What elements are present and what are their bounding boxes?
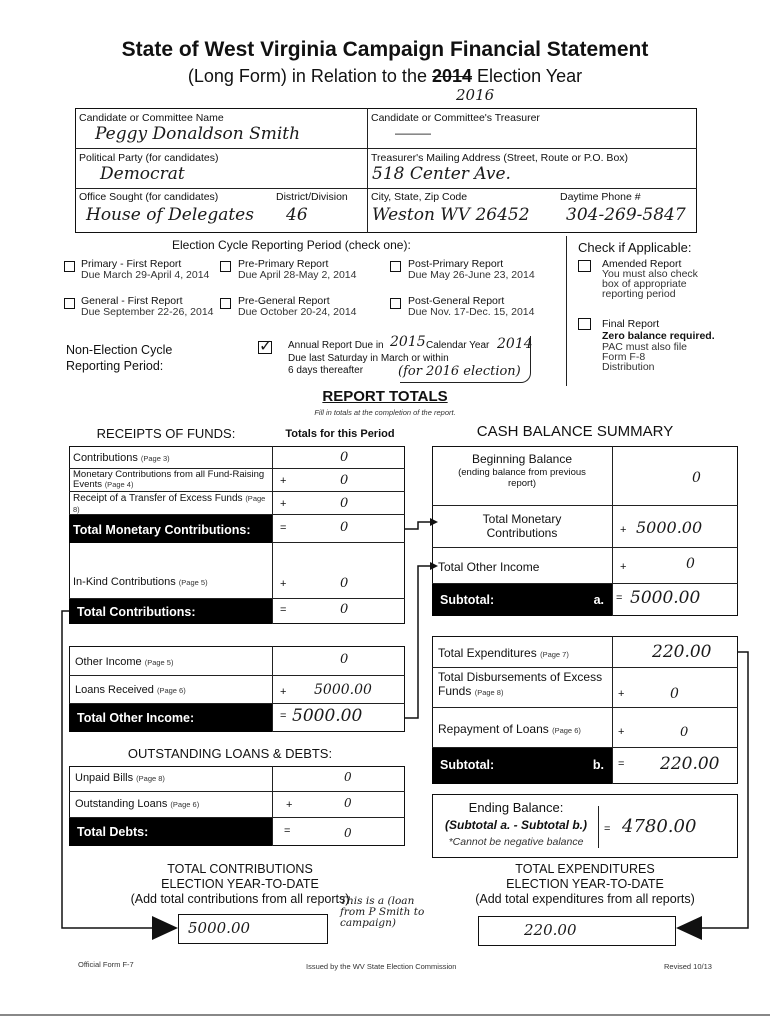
general-first-due: Due September 22-26, 2014 (81, 306, 214, 318)
disbursements-sign: + (618, 688, 625, 700)
contributions-label: Contributions (Page 3) (73, 452, 170, 464)
other-income-label: Other Income (Page 5) (75, 656, 174, 668)
loans-received-label: Loans Received (Page 6) (75, 684, 186, 696)
unpaid-bills-value: 0 (344, 770, 352, 784)
inkind-sign: + (280, 578, 287, 590)
total-other-income-sign: = (280, 710, 287, 722)
disbursements-label: Total Disbursements of Excess Funds (Page 8) (438, 670, 603, 698)
total-debts-row: Total Debts: (69, 818, 272, 846)
debts-heading: OUTSTANDING LOANS & DEBTS: (127, 746, 333, 761)
party-value: Democrat (100, 164, 185, 184)
total-other-income-row: Total Other Income: (69, 704, 272, 732)
post-primary-due: Due May 26-June 23, 2014 (408, 269, 535, 281)
primary-first-due: Due March 29-April 4, 2014 (81, 269, 210, 281)
transfer-sign: + (280, 498, 287, 510)
total-monetary-value: 0 (340, 520, 349, 535)
total-other-income-value: 5000.00 (292, 706, 363, 726)
repayment-sign: + (618, 726, 625, 738)
outstanding-loans-sign: + (286, 799, 293, 811)
disbursements-value: 0 (670, 686, 679, 702)
primary-first-checkbox[interactable] (64, 261, 75, 272)
cash-other-label: Total Other Income (438, 560, 540, 574)
non-election-label: Non-Election Cycle Reporting Period: (66, 343, 173, 373)
pre-primary-label: Pre-Primary Report (238, 258, 329, 270)
struck-year: 2014 (431, 66, 473, 86)
subtotal-a-sign: = (616, 592, 623, 604)
final-label: Final Report (602, 318, 660, 330)
subtitle-suffix: Election Year (477, 66, 583, 86)
ytd-expenditures-box (478, 916, 676, 946)
beginning-balance-note: (ending balance from previous report) (458, 467, 586, 489)
subtotal-b-sign: = (618, 758, 625, 770)
pre-general-checkbox[interactable] (220, 298, 231, 309)
cash-monetary-sign: + (620, 524, 627, 536)
page-title: State of West Virginia Campaign Financial Statement (121, 38, 649, 61)
annual-cal-hand: 2014 (497, 336, 533, 352)
repayment-value: 0 (680, 725, 689, 740)
phone-label: Daytime Phone # (560, 191, 641, 203)
handwritten-year: 2016 (456, 86, 495, 104)
ending-balance-note: *Cannot be negative balance (448, 836, 584, 848)
final-note: PAC must also file Form F-8 Distribution (602, 341, 687, 373)
report-totals-heading: REPORT TOTALS (322, 388, 448, 405)
amended-note: You must also check box of appropriate reporting period (602, 268, 698, 300)
transfer-label: Receipt of a Transfer of Excess Funds (Page 8) (73, 493, 266, 514)
pre-primary-due: Due April 28-May 2, 2014 (238, 269, 357, 281)
fundraising-sign: + (280, 475, 287, 487)
fundraising-label: Monetary Contributions from all Fund-Raising Events (Page 4) (73, 469, 265, 490)
district-label: District/Division (276, 191, 348, 203)
annual-checkmark: ✓ (259, 336, 273, 355)
pre-general-label: Pre-General Report (238, 295, 330, 307)
subtotal-a-value: 5000.00 (630, 588, 701, 608)
treasurer-label: Candidate or Committee's Treasurer (371, 112, 540, 124)
cash-monetary-label: Total Monetary Contributions (482, 512, 562, 540)
party-label: Political Party (for candidates) (79, 152, 219, 164)
subtotal-b-row: Subtotal: b. (432, 748, 612, 784)
cash-other-sign: + (620, 561, 627, 573)
receipts-col-heading: Totals for this Period (285, 428, 395, 440)
annual-text-2: Calendar Year (426, 340, 490, 351)
ytd-expenditures-heading: TOTAL EXPENDITURES ELECTION YEAR-TO-DATE (Add total expenditures from all reports) (475, 862, 695, 906)
final-bold: Zero balance required. (602, 330, 715, 342)
treasurer-value: ——— (395, 126, 431, 140)
contributions-value: 0 (340, 450, 349, 465)
annual-year-hand: 2015 (390, 334, 426, 350)
applicable-heading: Check if Applicable: (578, 240, 692, 255)
ytd-contributions-value: 5000.00 (188, 919, 251, 937)
loans-received-value: 5000.00 (314, 682, 372, 698)
page-subtitle (0, 66, 770, 87)
ytd-contributions-heading: TOTAL CONTRIBUTIONS ELECTION YEAR-TO-DATE (Add total contributions from all reports) (130, 862, 350, 906)
annual-text-1: Annual Report Due in (288, 340, 384, 351)
cash-monetary-value: 5000.00 (636, 518, 703, 537)
general-first-checkbox[interactable] (64, 298, 75, 309)
phone-value: 304-269-5847 (566, 205, 686, 225)
loans-received-sign: + (280, 686, 287, 698)
city-value: Weston WV 26452 (372, 205, 530, 225)
total-contributions-value: 0 (340, 602, 349, 617)
pre-general-due: Due October 20-24, 2014 (238, 306, 357, 318)
ytd-expenditures-value: 220.00 (524, 921, 577, 939)
annual-text-3: Due last Saturday in March or within 6 days thereafter (288, 353, 449, 376)
city-label: City, State, Zip Code (371, 191, 468, 203)
total-contributions-sign: = (280, 604, 287, 616)
mailing-value: 518 Center Ave. (372, 164, 511, 184)
amended-checkbox[interactable] (578, 260, 591, 272)
mailing-label: Treasurer's Mailing Address (Street, Route or P.O. Box) (371, 152, 629, 164)
candidate-label: Candidate or Committee Name (79, 112, 224, 124)
office-value: House of Delegates (86, 205, 254, 225)
total-monetary-row: Total Monetary Contributions: (69, 515, 272, 543)
post-general-label: Post-General Report (408, 295, 505, 307)
unpaid-bills-label: Unpaid Bills (Page 8) (75, 772, 165, 784)
post-general-checkbox[interactable] (390, 298, 401, 309)
receipts-heading: RECEIPTS OF FUNDS: (96, 426, 236, 441)
total-expenditures-value: 220.00 (652, 642, 712, 662)
beginning-balance-value: 0 (692, 470, 701, 486)
post-general-due: Due Nov. 17-Dec. 15, 2014 (408, 306, 535, 318)
amended-label: Amended Report (602, 258, 682, 270)
ending-balance-formula: (Subtotal a. - Subtotal b.) (445, 818, 587, 832)
outstanding-loans-value: 0 (344, 796, 352, 810)
primary-first-label: Primary - First Report (81, 258, 182, 270)
annual-note-hand: (for 2016 election) (398, 364, 521, 379)
outstanding-loans-label: Outstanding Loans (Page 6) (75, 798, 200, 810)
subtitle-prefix: (Long Form) in Relation to the (187, 66, 427, 86)
transfer-value: 0 (340, 496, 349, 511)
inkind-label: In-Kind Contributions (Page 5) (73, 576, 208, 588)
office-label: Office Sought (for candidates) (79, 191, 219, 203)
post-primary-checkbox[interactable] (390, 261, 401, 272)
beginning-balance-label: Beginning Balance (471, 452, 573, 466)
total-monetary-sign: = (280, 522, 287, 534)
ending-balance-sign: = (604, 823, 611, 835)
report-totals-note: Fill in totals at the completion of the report. (314, 408, 456, 417)
candidate-value: Peggy Donaldson Smith (95, 124, 301, 144)
subtotal-b-value: 220.00 (660, 754, 720, 774)
cash-heading: CASH BALANCE SUMMARY (476, 423, 674, 440)
ending-balance-value: 4780.00 (622, 816, 697, 837)
final-checkbox[interactable] (578, 318, 591, 330)
repayment-label: Repayment of Loans (Page 6) (438, 722, 581, 736)
total-expenditures-label: Total Expenditures (Page 7) (438, 646, 569, 660)
footer-issued: Issued by the WV State Election Commission (306, 962, 457, 971)
subtotal-a-row: Subtotal: a. (432, 584, 612, 616)
ending-balance-label: Ending Balance: (468, 800, 564, 815)
total-debts-sign: = (284, 825, 291, 837)
cycle-heading: Election Cycle Reporting Period (check one): (172, 238, 411, 252)
inkind-value: 0 (340, 576, 349, 591)
total-debts-value: 0 (344, 826, 352, 840)
general-first-label: General - First Report (81, 295, 183, 307)
footer-revised: Revised 10/13 (664, 962, 712, 971)
ytd-handwritten-note: This is a (loan from P Smith to campaign) (340, 895, 425, 929)
fundraising-value: 0 (340, 473, 349, 488)
cash-other-value: 0 (686, 556, 695, 572)
post-primary-label: Post-Primary Report (408, 258, 504, 270)
district-value: 46 (286, 205, 308, 225)
footer-form: Official Form F-7 (78, 960, 134, 969)
total-contributions-row: Total Contributions: (69, 599, 272, 624)
other-income-value: 0 (340, 652, 349, 667)
pre-primary-checkbox[interactable] (220, 261, 231, 272)
